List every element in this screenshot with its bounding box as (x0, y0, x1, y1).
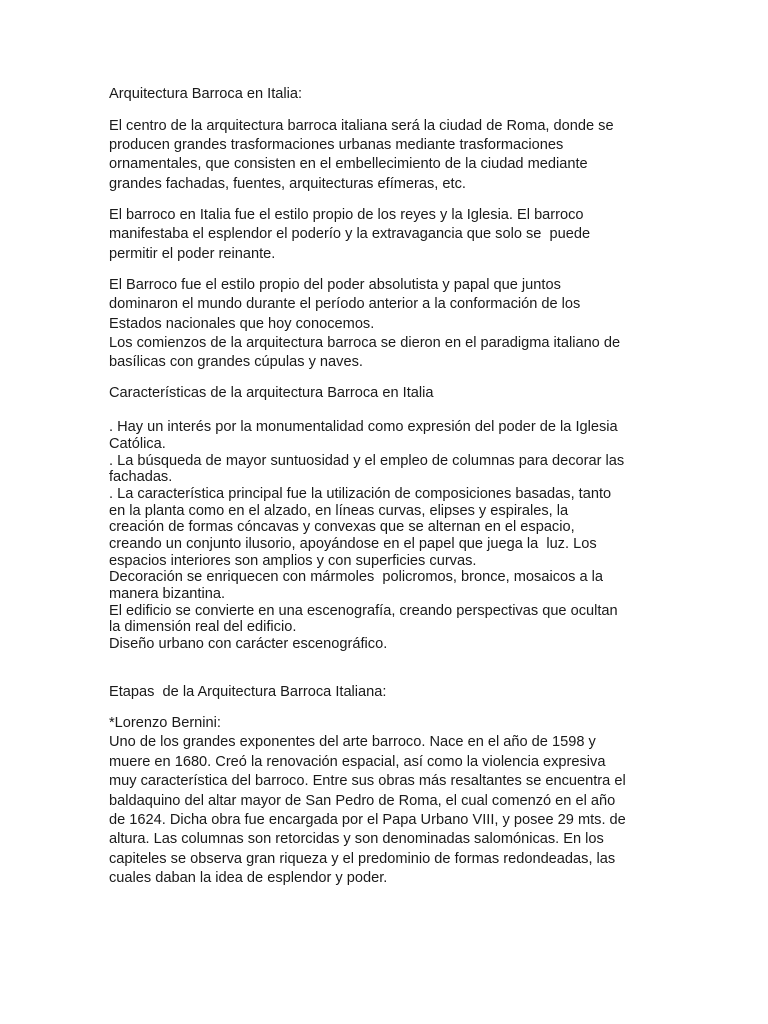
intro-p3-line: dominaron el mundo durante el período anterior a la conformación de los (109, 296, 581, 312)
bernini-line: baldaquino del altar mayor de San Pedro de Roma, el cual comenzó en el año (109, 793, 616, 809)
intro-p2-line: El barroco en Italia fue el estilo propio de los reyes y la Iglesia. El barroco (109, 207, 584, 223)
bernini-line: Uno de los grandes exponentes del arte barroco. Nace en el año de 1598 y (109, 734, 596, 750)
characteristics-line: creando un conjunto ilusorio, apoyándose en el papel que juega la luz. Los (109, 536, 597, 552)
bernini-line: de 1624. Dicha obra fue encargada por el Papa Urbano VIII, y posee 29 mts. de (109, 812, 626, 828)
characteristics-line: espacios interiores son amplios y con superficies curvas. (109, 553, 477, 569)
characteristics-line: fachadas. (109, 469, 173, 485)
characteristics-line: Decoración se enriquecen con mármoles policromos, bronce, mosaicos a la (109, 569, 603, 585)
characteristics-line: . La búsqueda de mayor suntuosidad y el empleo de columnas para decorar las (109, 453, 625, 469)
intro-p3-line: El Barroco fue el estilo propio del poder absolutista y papal que juntos (109, 277, 561, 293)
intro-p3-line: Los comienzos de la arquitectura barroca se dieron en el paradigma italiano de (109, 335, 621, 351)
characteristics-line: en la planta como en el alzado, en líneas curvas, elipses y espirales, la (109, 503, 569, 519)
bernini-heading: *Lorenzo Bernini: (109, 715, 221, 731)
bernini-line: muy característica del barroco. Entre sus obras más resaltantes se encuentra el (109, 773, 626, 789)
intro-p2-line: permitir el poder reinante. (109, 246, 276, 262)
characteristics-line: creación de formas cóncavas y convexas que se alternan en el espacio, (109, 519, 575, 535)
characteristics-heading: Características de la arquitectura Barroca en Italia (109, 385, 434, 401)
intro-p3-line: Estados nacionales que hoy conocemos. (109, 316, 375, 332)
document-title: Arquitectura Barroca en Italia: (109, 86, 303, 102)
intro-p1-line: grandes fachadas, fuentes, arquitecturas efímeras, etc. (109, 176, 466, 192)
bernini-line: muere en 1680. Creó la renovación espacial, así como la violencia expresiva (109, 754, 606, 770)
intro-p3-line: basílicas con grandes cúpulas y naves. (109, 354, 363, 370)
bernini-line: capiteles se observa gran riqueza y el predominio de formas redondeadas, las (109, 851, 616, 867)
characteristics-line: Diseño urbano con carácter escenográfico. (109, 636, 388, 652)
characteristics-line: la dimensión real del edificio. (109, 619, 297, 635)
bernini-line: cuales daban la idea de esplendor y poder. (109, 870, 388, 886)
characteristics-line: Católica. (109, 436, 166, 452)
intro-p1-line: producen grandes trasformaciones urbanas mediante trasformaciones (109, 137, 564, 153)
bernini-line: altura. Las columnas son retorcidas y son denominadas salomónicas. En los (109, 831, 604, 847)
characteristics-line: El edificio se convierte en una escenografía, creando perspectivas que ocultan (109, 603, 618, 619)
characteristics-line: manera bizantina. (109, 586, 226, 602)
intro-p1-line: ornamentales, que consisten en el embellecimiento de la ciudad mediante (109, 156, 588, 172)
intro-p1-line: El centro de la arquitectura barroca italiana será la ciudad de Roma, donde se (109, 118, 614, 134)
characteristics-line: . La característica principal fue la utilización de composiciones basadas, tanto (109, 486, 612, 502)
intro-p2-line: manifestaba el esplendor el poderío y la extravagancia que solo se puede (109, 226, 591, 242)
stages-heading: Etapas de la Arquitectura Barroca Italiana: (109, 684, 387, 700)
characteristics-line: . Hay un interés por la monumentalidad como expresión del poder de la Iglesia (109, 419, 618, 435)
